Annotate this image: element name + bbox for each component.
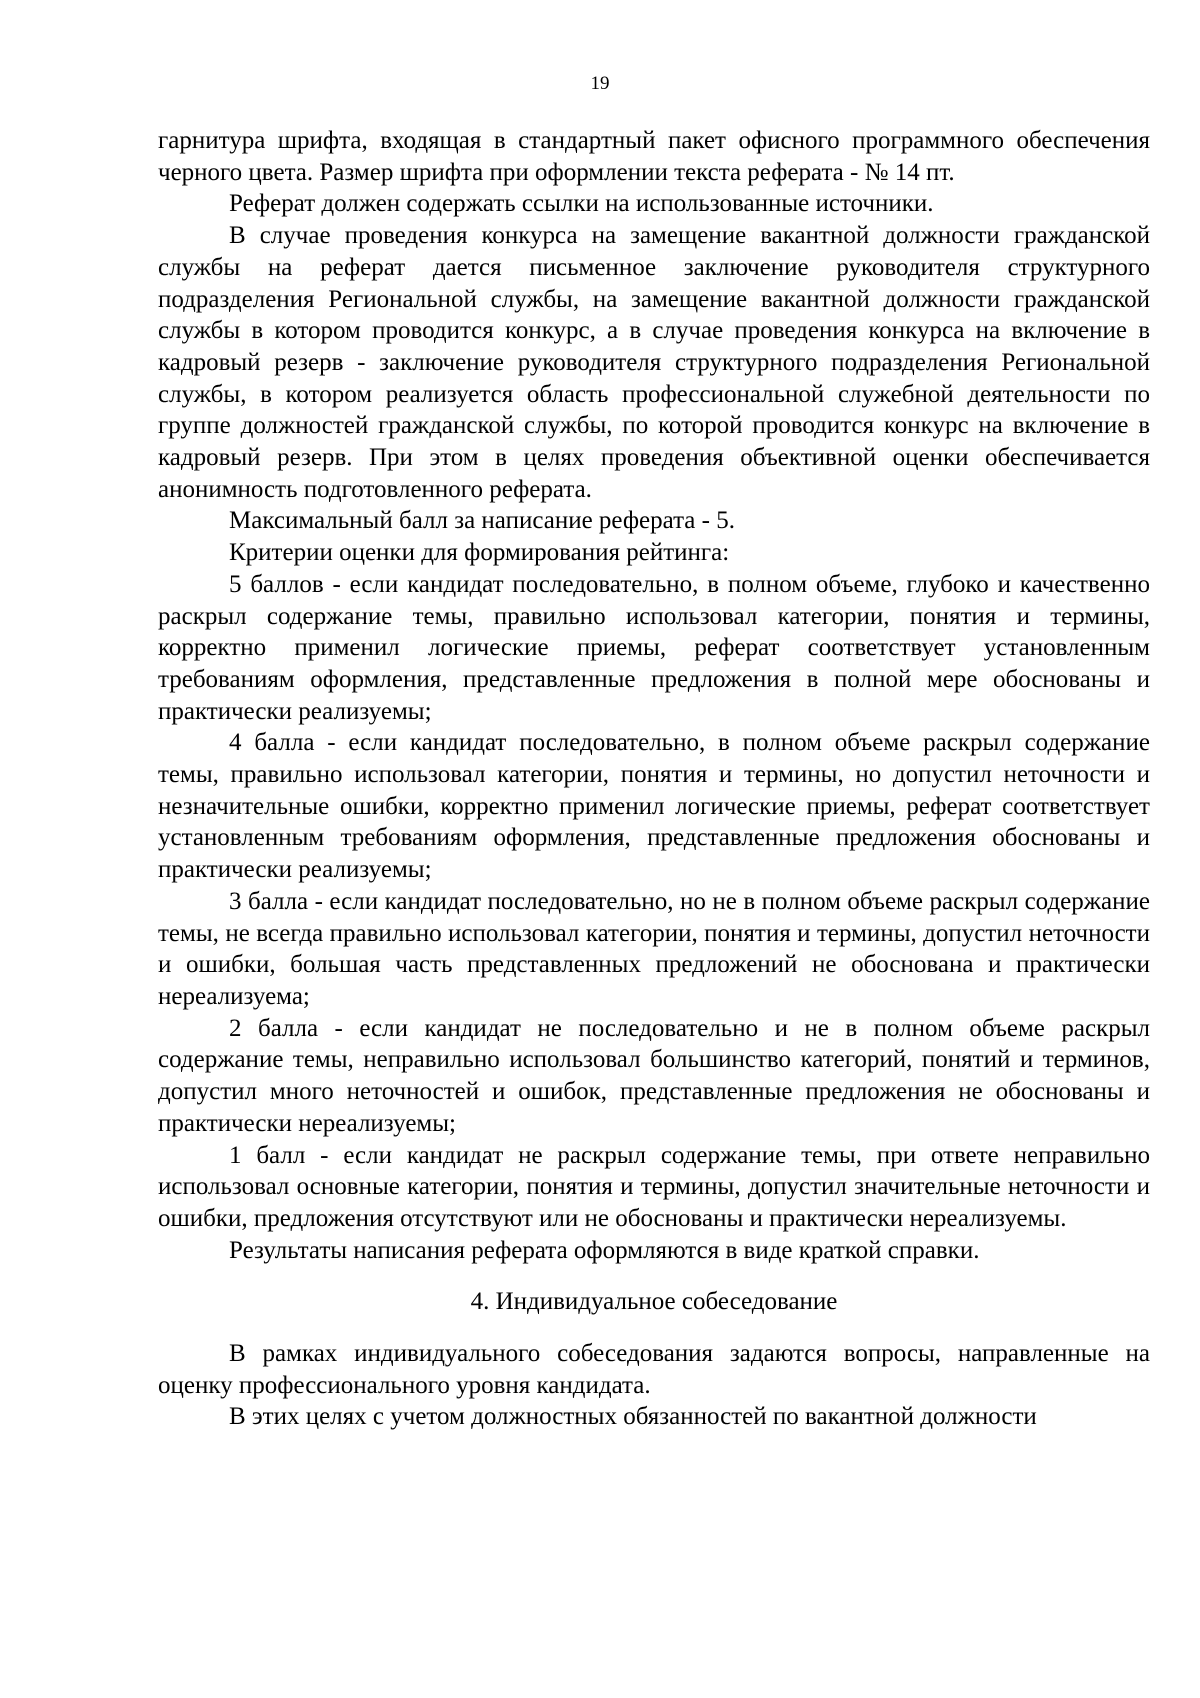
paragraph-score-4: 4 балла - если кандидат последовательно, в полном объеме раскрыл содержание темы, правильно использовал категории, понятия и термины, но допустил неточности и незначительные ошибки, корректно применил логические приемы, реферат соответствует установленным требованиям оформления, представленные предложения обоснованы и практически реализуемы; bbox=[158, 729, 1150, 884]
paragraph-conclusion-anonymity: В случае проведения конкурса на замещение вакантной должности гражданской службы на реферат дается письменное заключение руководителя структурного подразделения Региональной службы, на замещение вакантной должности гражданской службы в котором проводится конкурс, а в случае проведения конкурса на включение в кадровый резерв - заключение руководителя структурного подразделения Региональной службы, в котором реализуется область профессиональной служебной деятельности по группе должностей гражданской службы, по которой проводится конкурс на включение в кадровый резерв. При этом в целях проведения объективной оценки обеспечивается анонимность подготовленного реферата. bbox=[158, 222, 1150, 503]
paragraph-font-requirements: гарнитура шрифта, входящая в стандартный пакет офисного программного обеспечения черного цвета. Размер шрифта при оформлении текста реферата - № 14 пт. bbox=[158, 127, 1150, 186]
paragraph-score-3: 3 балла - если кандидат последовательно, но не в полном объеме раскрыл содержание темы, не всегда правильно использовал категории, понятия и термины, допустил неточности и ошибки, большая часть представленных предложений не обоснована и практически нереализуема; bbox=[158, 887, 1150, 1010]
section-heading: 4. Индивидуальное собеседование bbox=[470, 1288, 838, 1316]
paragraph-results: Результаты написания реферата оформляются в виде краткой справки. bbox=[229, 1236, 980, 1264]
paragraph-score-1: 1 балл - если кандидат не раскрыл содержание темы, при ответе неправильно использовал основные категории, понятия и термины, допустил значительные неточности и ошибки, предложения отсутствуют или не обоснованы и практически нереализуемы. bbox=[158, 1141, 1150, 1232]
document-body bbox=[158, 125, 1150, 1433]
paragraph-references: Реферат должен содержать ссылки на использованные источники. bbox=[229, 190, 934, 218]
page-number: 19 bbox=[590, 73, 610, 94]
paragraph-criteria-intro: Критерии оценки для формирования рейтинга: bbox=[229, 539, 730, 567]
paragraph-score-5: 5 баллов - если кандидат последовательно, в полном объеме, глубоко и качественно раскрыл содержание темы, правильно использовал категории, понятия и термины, корректно применил логические приемы, реферат соответствует установленным требованиям оформления, представленные предложения в полной мере обоснованы и практически реализуемы; bbox=[158, 570, 1150, 725]
paragraph-interview-duties: В этих целях с учетом должностных обязанностей по вакантной должности bbox=[229, 1403, 1037, 1431]
paragraph-max-score: Максимальный балл за написание реферата - 5. bbox=[229, 507, 735, 535]
paragraph-interview-intro: В рамках индивидуального собеседования задаются вопросы, направленные на оценку профессионального уровня кандидата. bbox=[158, 1340, 1150, 1399]
paragraph-score-2: 2 балла - если кандидат не последовательно и не в полном объеме раскрыл содержание темы, неправильно использовал большинство категорий, понятий и терминов, допустил много неточностей и ошибок, представленные предложения не обоснованы и практически нереализуемы; bbox=[158, 1014, 1150, 1137]
